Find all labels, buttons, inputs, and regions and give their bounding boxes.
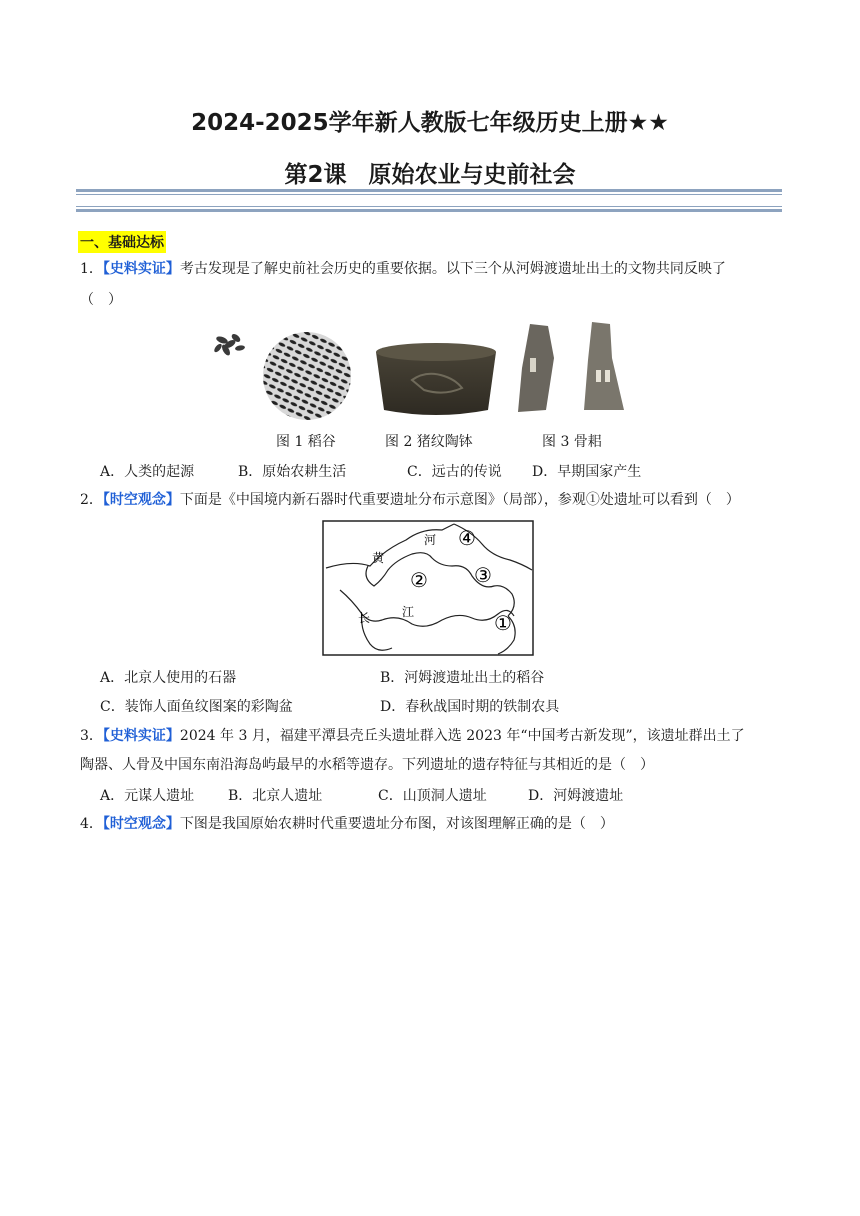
option-d[interactable]: D．早期国家产生 [532,464,642,480]
question-4-stem: 4．【时空观念】下图是我国原始农耕时代重要遗址分布图，对该图理解正确的是（ ） [80,816,614,832]
header-rule [76,209,782,212]
option-b[interactable]: B．原始农耕生活 [238,464,347,480]
question-tag: 【时空观念】 [102,492,180,508]
option-c[interactable]: C．装饰人面鱼纹图案的彩陶盆 [100,699,293,715]
option-b[interactable]: B．北京人遗址 [228,788,323,804]
site-marker-4: ④ [458,526,476,550]
doc-title: 2024-2025学年新人教版七年级历史上册★★ [191,110,669,136]
map-label: 河 [424,533,437,547]
figure-caption: 图 2 猪纹陶钵 [385,434,473,450]
site-marker-3: ③ [474,563,492,587]
rice-grains-image [213,332,245,356]
figure-caption: 图 3 骨耜 [542,434,602,450]
question-2-stem: 2．【时空观念】下面是《中国境内新石器时代重要遗址分布示意图》（局部），参观①处遗址可以看到（ ） [80,492,740,508]
question-tag: 【时空观念】 [102,816,180,832]
option-a[interactable]: A．北京人使用的石器 [100,670,237,686]
option-c[interactable]: C．远古的传说 [407,464,502,480]
question-tag: 【史料实证】 [102,728,180,744]
question-3-stem-cont: 陶器、人骨及中国东南沿海岛屿最早的水稻等遗存。下列遗址的遗存特征与其相近的是（ ） [80,757,654,773]
option-d[interactable]: D．河姆渡遗址 [528,788,624,804]
header-rule [76,194,782,195]
site-map [322,520,534,656]
option-b[interactable]: B．河姆渡遗址出土的稻谷 [380,670,545,686]
question-1-stem: 1．【史料实证】考古发现是了解史前社会历史的重要依据。以下三个从河姆渡遗址出土的文物共同反映了 [80,261,726,277]
map-label: 长 [358,611,371,625]
map-label: 黄 [372,551,385,565]
lesson-number: 第2课 [284,162,347,188]
option-c[interactable]: C．山顶洞人遗址 [378,788,487,804]
bone-spade-image [518,322,624,412]
header-rule [76,189,782,192]
rice-pile-image [263,332,351,420]
question-1-stem-cont: （ ） [80,292,122,308]
section-heading: 一、基础达标 [78,231,166,253]
map-label: 江 [402,605,415,619]
option-a[interactable]: A．元谋人遗址 [100,788,195,804]
pottery-bowl-image [376,343,496,415]
question-3-stem: 3．【史料实证】2024 年 3 月，福建平潭县壳丘头遗址群入选 2023 年“中国考古新发现”，该遗址群出土了 [80,728,745,744]
lesson-title [0,156,860,189]
option-d[interactable]: D．春秋战国时期的铁制农具 [380,699,560,715]
figure-caption: 图 1 稻谷 [276,434,336,450]
header-rule [76,206,782,207]
artifact-images [200,318,660,422]
lesson-name: 原始农业与史前社会 [368,162,576,188]
question-tag: 【史料实证】 [102,261,180,277]
option-a[interactable]: A．人类的起源 [100,464,195,480]
site-marker-2: ② [410,568,428,592]
site-marker-1: ① [494,611,512,635]
